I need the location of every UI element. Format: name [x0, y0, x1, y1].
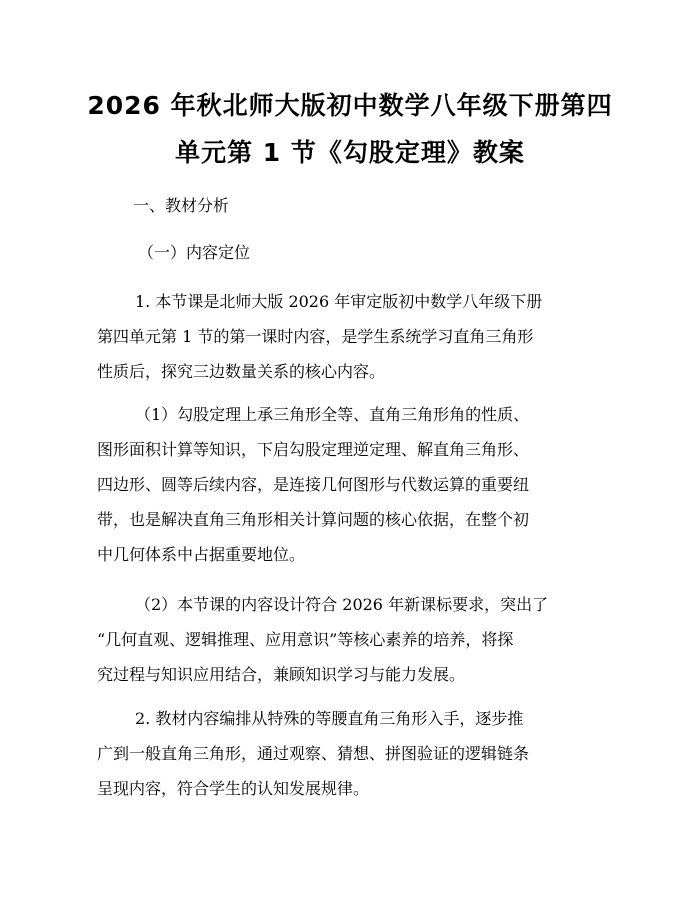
- paragraph-line: “几何直观、逻辑推理、应用意识”等核心素养的培养，将探: [97, 630, 514, 649]
- paragraph-line: 带，也是解决直角三角形相关计算问题的核心依据，在整个初: [97, 510, 530, 529]
- section-heading: 一、教材分析: [133, 196, 230, 215]
- paragraph-line: （2）本节课的内容设计符合 2026 年新课标要求，突出了: [135, 595, 549, 614]
- paragraph-line: 究过程与知识应用结合，兼顾知识学习与能力发展。: [97, 665, 466, 684]
- paragraph-line: 2. 教材内容编排从特殊的等腰直角三角形入手，逐步推: [135, 709, 524, 728]
- paragraph-line: 广到一般直角三角形，通过观察、猜想、拼图验证的逻辑链条: [97, 744, 530, 763]
- paragraph-line: （1）勾股定理上承三角形全等、直角三角形角的性质、: [135, 405, 530, 424]
- document-title-line-1: 2026 年秋北师大版初中数学八年级下册第四: [87, 91, 613, 120]
- subsection-heading: （一）内容定位: [138, 243, 251, 262]
- paragraph-line: 呈现内容，符合学生的认知发展规律。: [97, 779, 370, 798]
- paragraph-line: 第四单元第 1 节的第一课时内容，是学生系统学习直角三角形: [97, 327, 534, 346]
- paragraph-line: 四边形、圆等后续内容，是连接几何图形与代数运算的重要纽: [97, 475, 530, 494]
- paragraph-line: 1. 本节课是北师大版 2026 年审定版初中数学八年级下册: [135, 292, 543, 311]
- paragraph-line: 中几何体系中占据重要地位。: [97, 545, 306, 564]
- paragraph-line: 图形面积计算等知识，下启勾股定理逆定理、解直角三角形、: [97, 440, 530, 459]
- document-title-line-2: 单元第 1 节《勾股定理》教案: [175, 138, 525, 167]
- paragraph-2: [97, 397, 607, 572]
- paragraph-1: [97, 284, 607, 389]
- paragraph-3: [97, 587, 607, 692]
- paragraph-4: [97, 701, 607, 806]
- paragraph-line: 性质后，探究三边数量关系的核心内容。: [97, 362, 386, 381]
